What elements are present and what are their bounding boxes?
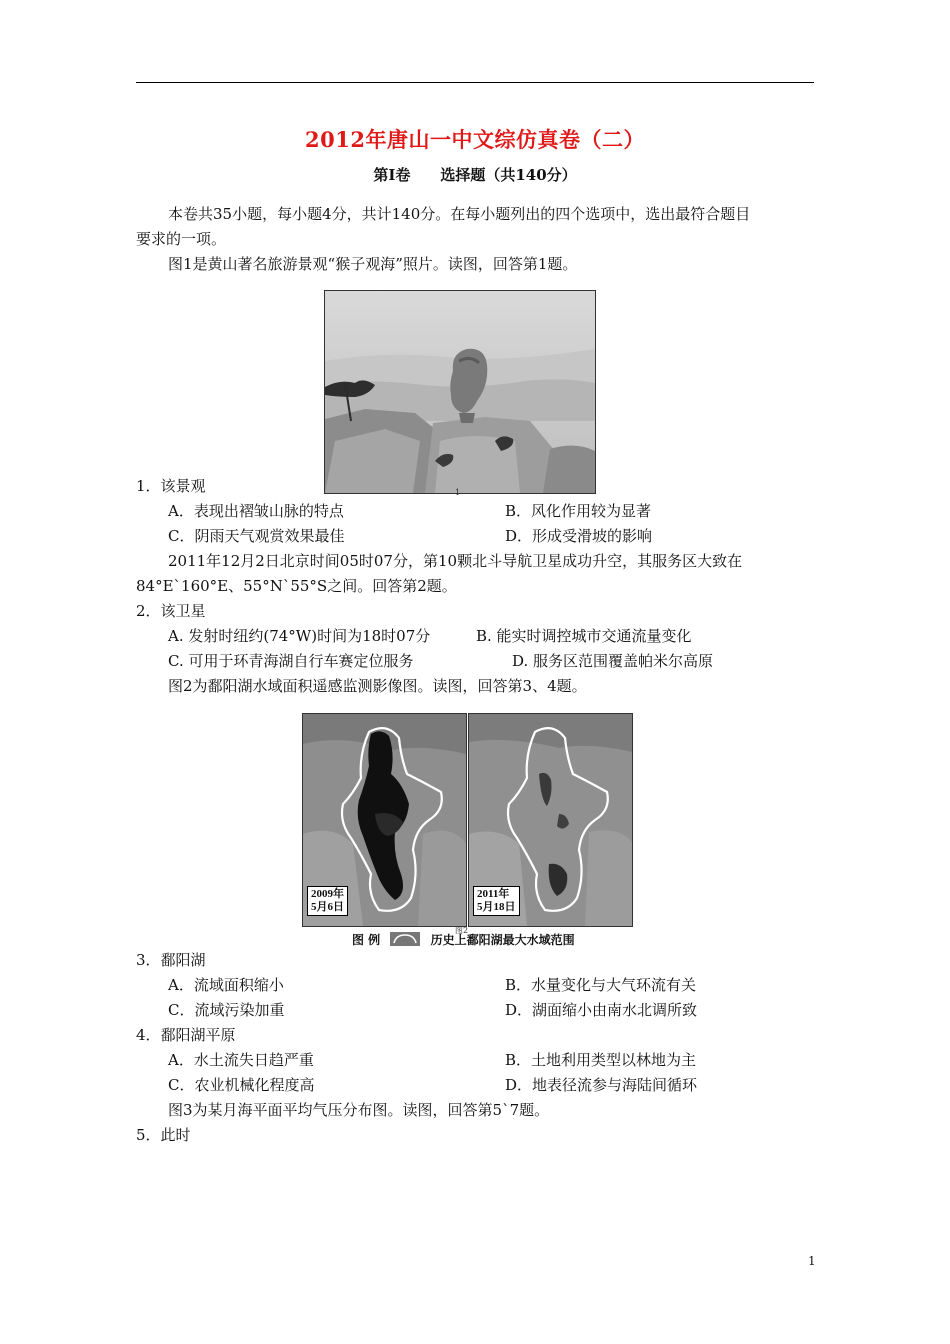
q1-stem: 1．该景观 <box>136 477 206 495</box>
q5-stem: 5．此时 <box>136 1126 191 1144</box>
q1-option-c: C．阴雨天气观赏效果最佳 <box>168 527 345 545</box>
q2-option-b: B. 能实时调控城市交通流量变化 <box>476 627 692 645</box>
exam-title: 2012年唐山一中文综仿真卷（二） <box>305 127 645 152</box>
q3-option-c: C．流域污染加重 <box>168 1001 285 1019</box>
poyang-map-2011 <box>468 713 633 927</box>
q1-option-a: A．表现出褶皱山脉的特点 <box>168 502 344 520</box>
q2-intro-line-1: 2011年12月2日北京时间05时07分，第10颗北斗导航卫星成功升空，其服务区大致在 <box>168 552 743 570</box>
section-title: 第Ⅰ卷 选择题（共140分） <box>373 166 577 184</box>
intro-line-2: 要求的一项。 <box>136 230 227 248</box>
map-date-label-2009: 2009年 5月6日 <box>307 886 348 916</box>
q2-intro-line-2: 84°E`160°E、55°N`55°S之间。回答第2题。 <box>136 577 457 595</box>
fig2-caption: 图2 <box>455 926 469 935</box>
map-date-label-2011: 2011年 5月18日 <box>473 886 520 916</box>
fig1-caption: 1 <box>455 488 461 497</box>
q3-option-a: A．流域面积缩小 <box>168 976 284 994</box>
q57-intro: 图3为某月海平面平均气压分布图。读图，回答第5`7题。 <box>168 1101 550 1119</box>
intro-line-1: 本卷共35小题，每小题4分，共计140分。在每小题列出的四个选项中，选出最符合题目 <box>168 205 751 223</box>
q2-stem: 2．该卫星 <box>136 602 206 620</box>
fig1-intro: 图1是黄山著名旅游景观“猴子观海”照片。读图，回答第1题。 <box>168 255 578 273</box>
q2-option-c: C. 可用于环青海湖自行车赛定位服务 <box>168 652 414 670</box>
legend-swatch <box>390 932 420 946</box>
legend-prefix: 图 例 <box>352 933 381 947</box>
q4-option-b: B．土地利用类型以林地为主 <box>505 1051 697 1069</box>
monkey-rock-photo <box>324 290 596 494</box>
q4-option-a: A．水土流失日趋严重 <box>168 1051 314 1069</box>
q4-stem: 4．鄱阳湖平原 <box>136 1026 236 1044</box>
poyang-map-2009 <box>302 713 467 927</box>
q2-option-d: D. 服务区范围覆盖帕米尔高原 <box>512 652 714 670</box>
q2-option-a: A. 发射时纽约(74°W)时间为18时07分 <box>168 627 431 645</box>
q3-stem: 3．鄱阳湖 <box>136 951 206 969</box>
q1-option-b: B．风化作用较为显著 <box>505 502 652 520</box>
q4-option-c: C．农业机械化程度高 <box>168 1076 315 1094</box>
q3-option-d: D．湖面缩小由南水北调所致 <box>505 1001 698 1019</box>
q3-option-b: B．水量变化与大气环流有关 <box>505 976 697 994</box>
header-rule <box>136 82 814 83</box>
q4-option-d: D．地表径流参与海陆间循环 <box>505 1076 698 1094</box>
page-number: 1 <box>808 1254 816 1268</box>
legend-text: 历史上鄱阳湖最大水域范围 <box>430 933 575 947</box>
q1-option-d: D．形成受滑坡的影响 <box>505 527 653 545</box>
q34-intro: 图2为鄱阳湖水域面积遥感监测影像图。读图，回答第3、4题。 <box>168 677 587 695</box>
